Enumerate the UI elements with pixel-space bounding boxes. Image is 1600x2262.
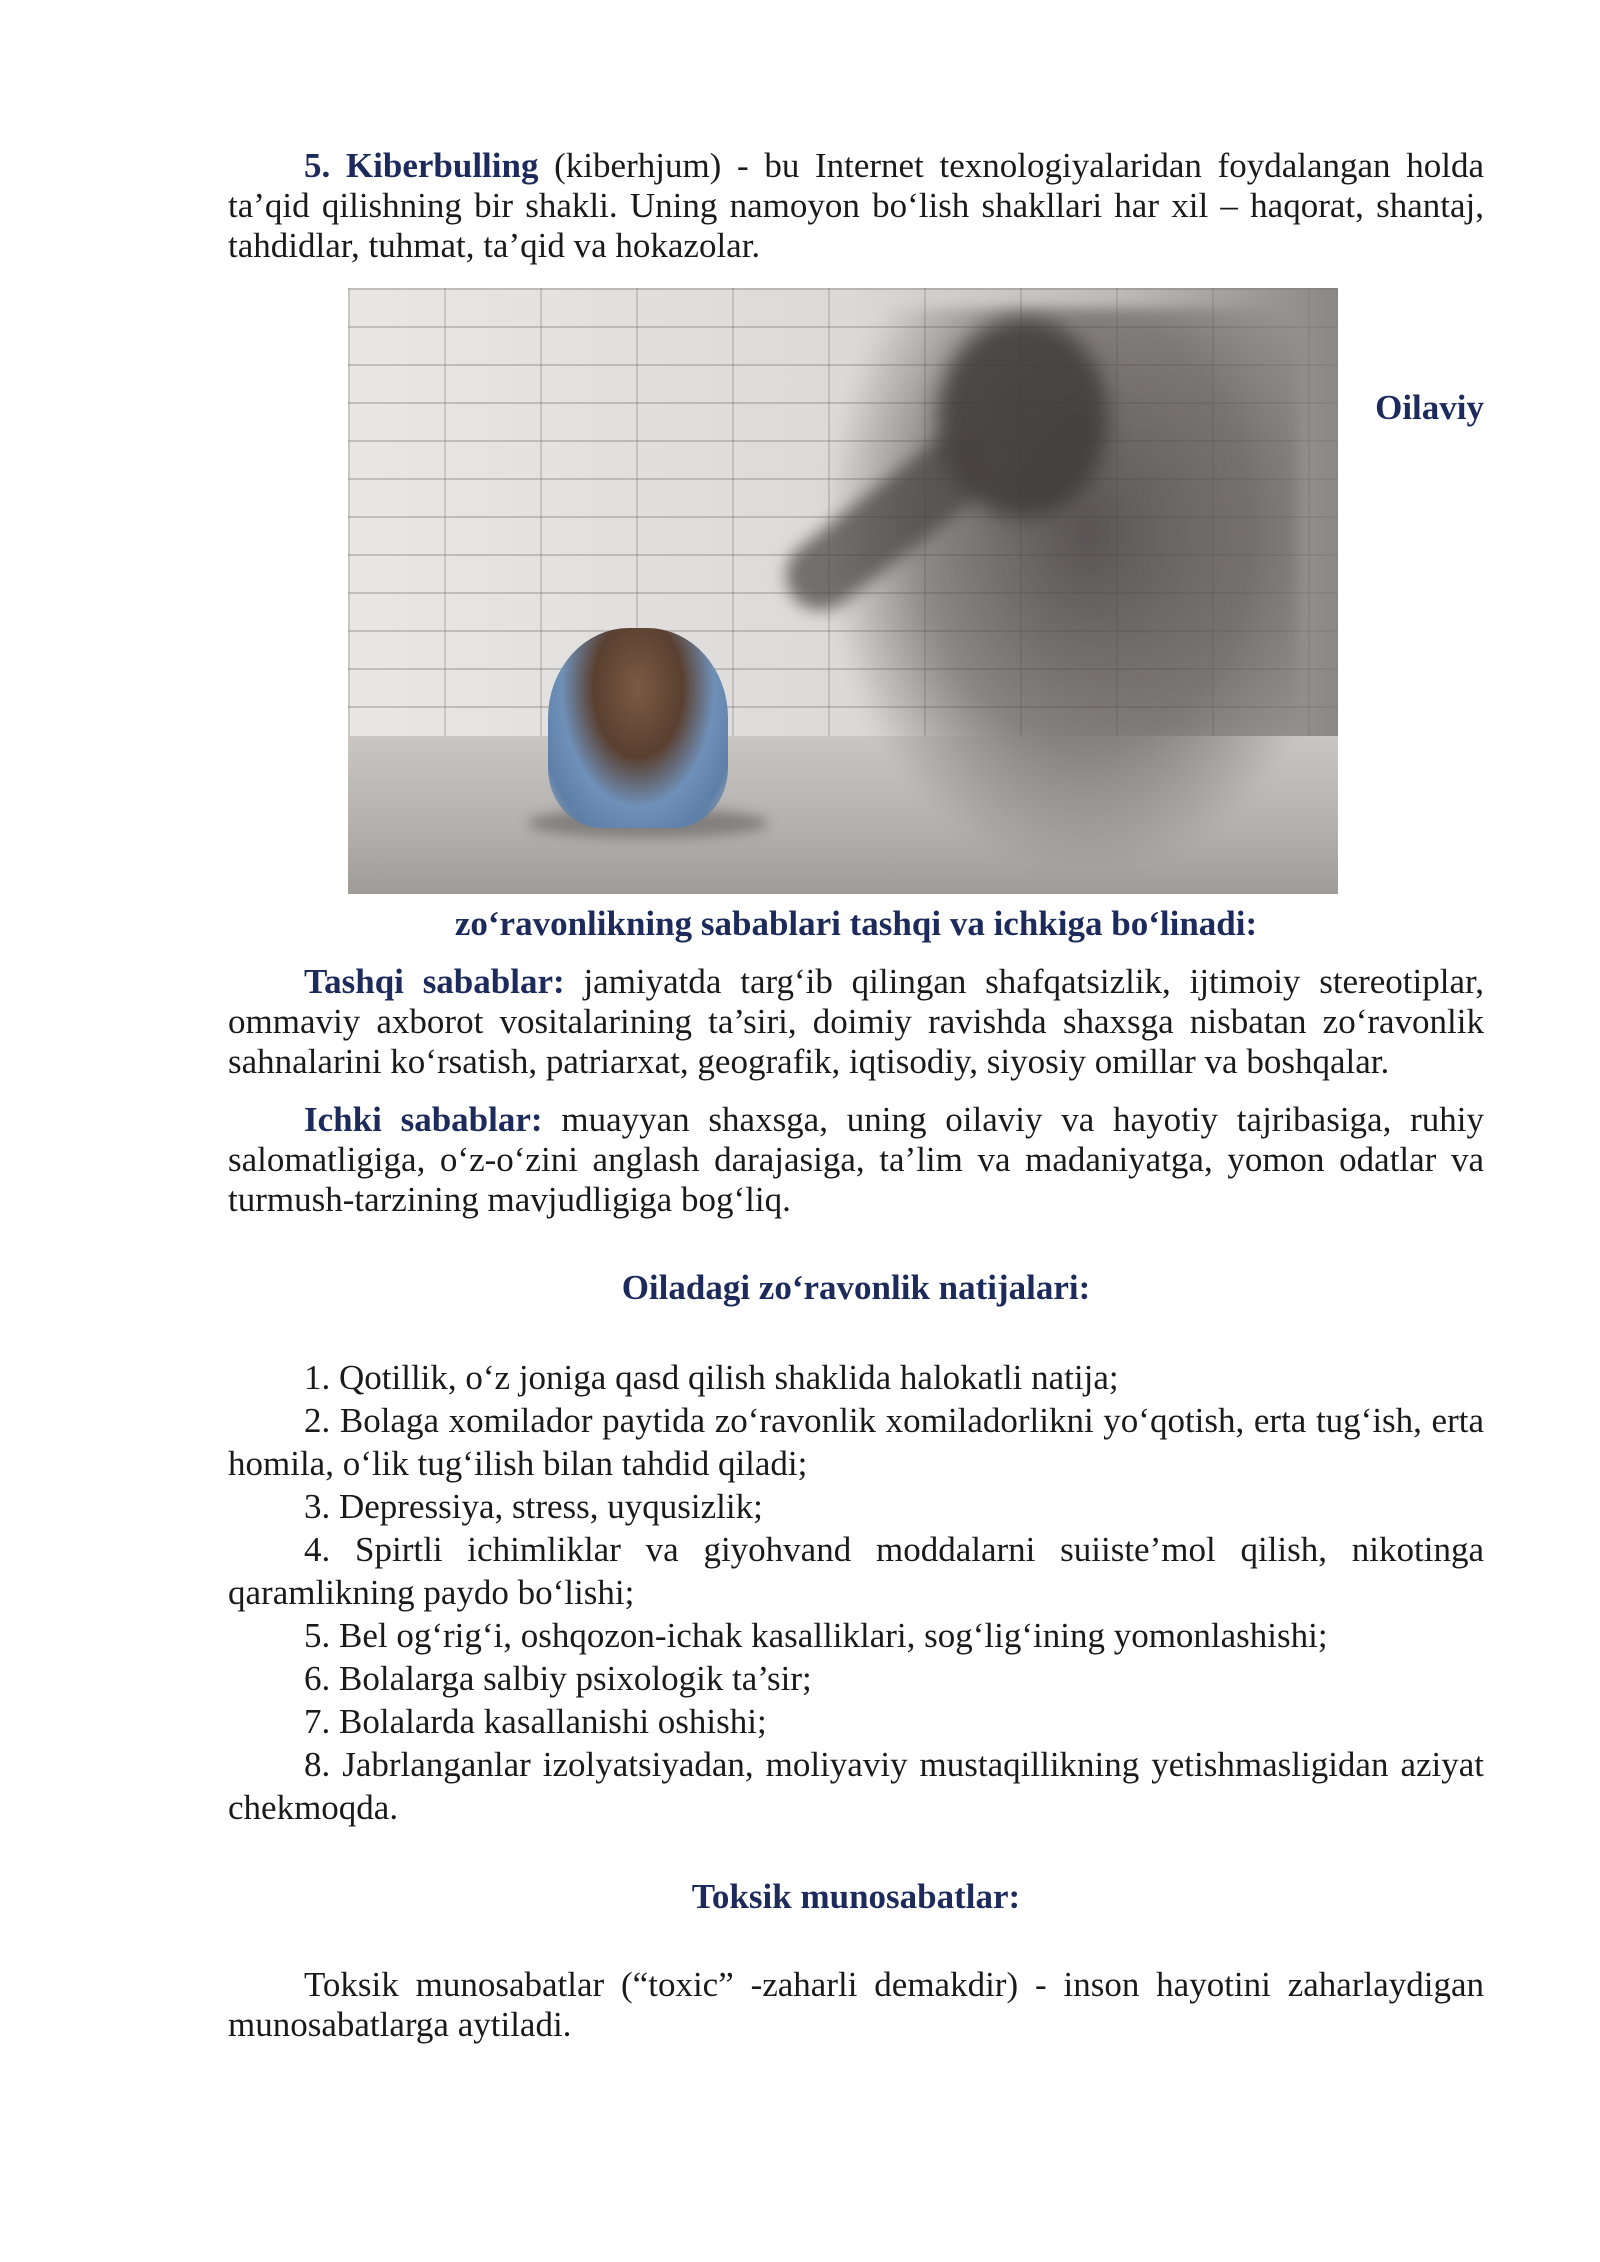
document-page [228,146,1484,2045]
kiberbulling-text: (kiberhjum) - bu Internet texnologiyalaridan foydalangan holda ta’qid qilishning bir shakli. Uning namoyon bo‘lish shakllari har xil – haqorat, shantaj, tahdidlar, tuhmat, ta’qid va hokazolar. [228,146,1484,265]
tashqi-paragraph [228,962,1484,1082]
list-item: 3. Depressiya, stress, uyqusizlik; [304,1487,763,1526]
ichki-text: muayyan shaxsga, uning oilaviy va hayotiy tajribasiga, ruhiy salomatligiga, o‘z-o‘zini anglash darajasiga, ta’lim va madaniyatga, yomon odatlar va turmush-tarzining mavjudligiga bog‘liq. [228,1100,1484,1219]
list-item: 2. Bolaga xomilador paytida zo‘ravonlik xomiladorlikni yo‘qotish, erta tug‘ish, erta homila, o‘lik tug‘ilish bilan tahdid qiladi; [228,1401,1484,1483]
toksik-paragraph: Toksik munosabatlar (“toxic” -zaharli demakdir) - inson hayotini zaharlaydigan munosabatlarga aytiladi. [228,1965,1484,2044]
figure-side-label: Oilaviy [1375,388,1484,427]
list-item: 8. Jabrlanganlar izolyatsiyadan, moliyaviy mustaqillikning yetishmasligidan aziyat chekmoqda. [228,1745,1484,1827]
toksik-heading: Toksik munosabatlar: [691,1877,1021,1916]
crouching-child [548,628,728,828]
tashqi-text: jamiyatda targ‘ib qilingan shafqatsizlik, ijtimoiy stereotiplar, ommaviy axborot vositalarining ta’siri, doimiy ravishda shaxsga nisbatan zo‘ravonlik sahnalarini ko‘rsatish, patriarxat, geografik, iqtisodiy, siyosiy omillar va boshqalar. [228,962,1484,1081]
ichki-paragraph [228,1100,1484,1220]
tashqi-term: Tashqi sabablar: [304,962,565,1001]
kiberbulling-term: 5. Kiberbulling [304,146,539,185]
figure-caption: zo‘ravonlikning sabablari tashqi va ichkiga bo‘linadi: [454,904,1258,943]
list-item: 4. Spirtli ichimliklar va giyohvand moddalarni suiiste’mol qilish, nikotinga qaramlikning paydo bo‘lishi; [228,1530,1484,1612]
kiberbulling-paragraph [228,146,1484,266]
list-item: 5. Bel og‘rig‘i, oshqozon-ichak kasalliklari, sog‘lig‘ining yomonlashishi; [304,1616,1328,1655]
natijalar-list [228,1356,1484,1829]
list-item: 1. Qotillik, o‘z joniga qasd qilish shaklida halokatli natija; [304,1358,1119,1397]
natijalar-heading: Oiladagi zo‘ravonlik natijalari: [621,1268,1091,1307]
figure-row [228,288,1484,900]
domestic-violence-photo [348,288,1338,894]
list-item: 6. Bolalarga salbiy psixologik ta’sir; [304,1659,812,1698]
list-item: 7. Bolalarda kasallanishi oshishi; [304,1702,767,1741]
ichki-term: Ichki sabablar: [304,1100,543,1139]
